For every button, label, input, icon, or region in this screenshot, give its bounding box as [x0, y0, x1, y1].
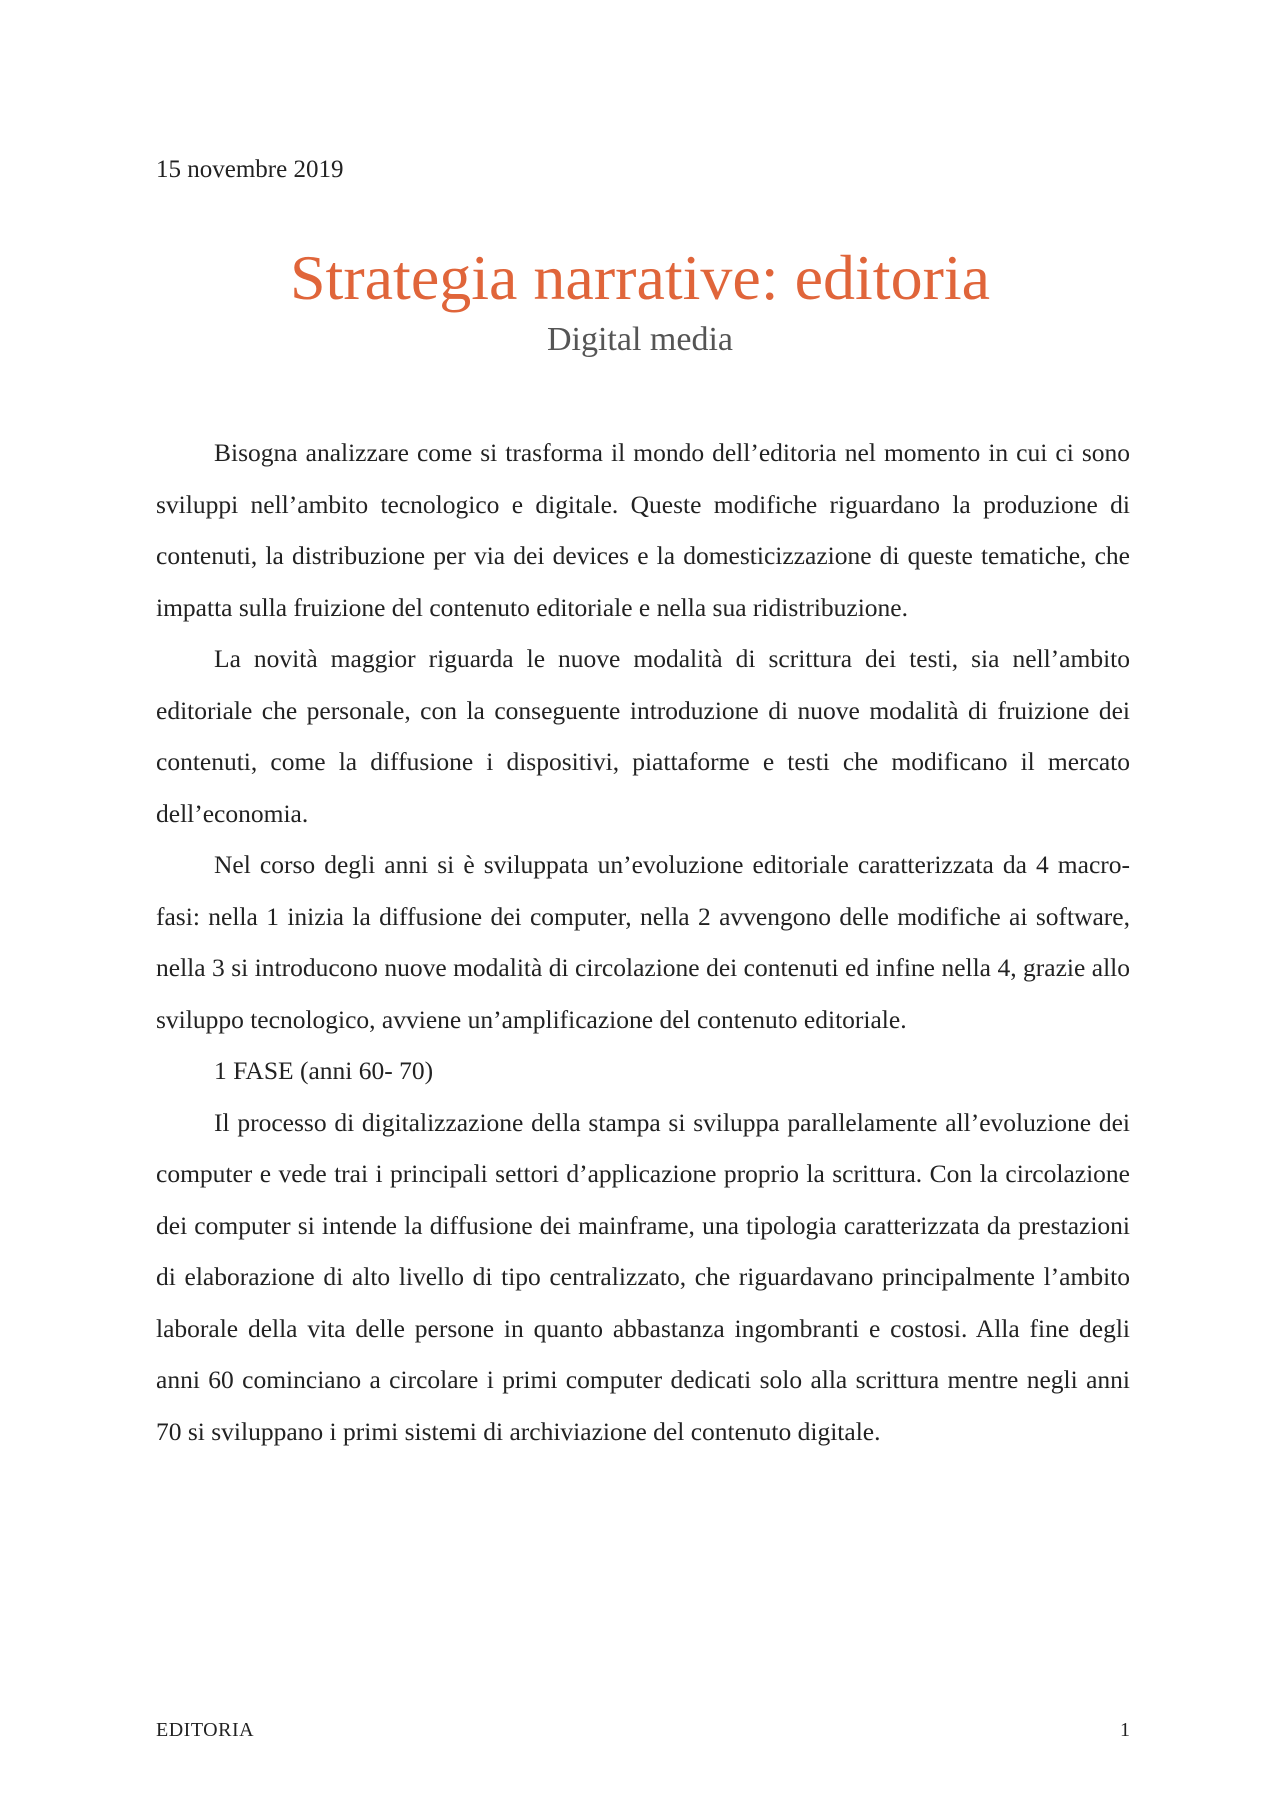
document-body — [156, 427, 1130, 1457]
page-number: 1 — [1120, 1719, 1130, 1741]
section-heading: 1 FASE (anni 60- 70) — [214, 1056, 434, 1085]
paragraph: La novità maggior riguarda le nuove modalità di scrittura dei testi, sia nell’ambito editoriale che personale, con la conseguente introduzione di nuove modalità di fruizione dei contenuti, come la diffusione i dispositivi, piattaforme e testi che modificano il mercato dell’economia. — [156, 644, 1130, 828]
paragraph: Il processo di digitalizzazione della stampa si sviluppa parallelamente all’evoluzione dei computer e vede trai i principali settori d’applicazione proprio la scrittura. Con la circolazione dei computer si intende la diffusione dei mainframe, una tipologia caratterizzata da prestazioni di elaborazione di alto livello di tipo centralizzato, che riguardavano principalmente l’ambito laborale della vita delle persone in quanto abbastanza ingombranti e costosi. Alla fine degli anni 60 cominciano a circolare i primi computer dedicati solo alla scrittura mentre negli anni 70 si sviluppano i primi sistemi di archiviazione del contenuto digitale. — [156, 1107, 1130, 1446]
document-subtitle: Digital media — [546, 321, 733, 358]
document-date: 15 novembre 2019 — [156, 156, 344, 183]
paragraph: Bisogna analizzare come si trasforma il mondo dell’editoria nel momento in cui ci sono sviluppi nell’ambito tecnologico e digitale. Queste modifiche riguardano la produzione di contenuti, la distribuzione per via dei devices e la domesticizzazione di queste tematiche, che impatta sulla fruizione del contenuto editoriale e nella sua ridistribuzione. — [156, 438, 1130, 622]
footer-section-label: EDITORIA — [156, 1719, 255, 1741]
paragraph: Nel corso degli anni si è sviluppata un’evoluzione editoriale caratterizzata da 4 macro-fasi: nella 1 inizia la diffusione dei computer, nella 2 avvengono delle modifiche ai software, nella 3 si introducono nuove modalità di circolazione dei contenuti ed infine nella 4, grazie allo sviluppo tecnologico, avviene un’amplificazione del contenuto editoriale. — [156, 850, 1130, 1034]
document-title: Strategia narrative: editoria — [289, 242, 991, 313]
